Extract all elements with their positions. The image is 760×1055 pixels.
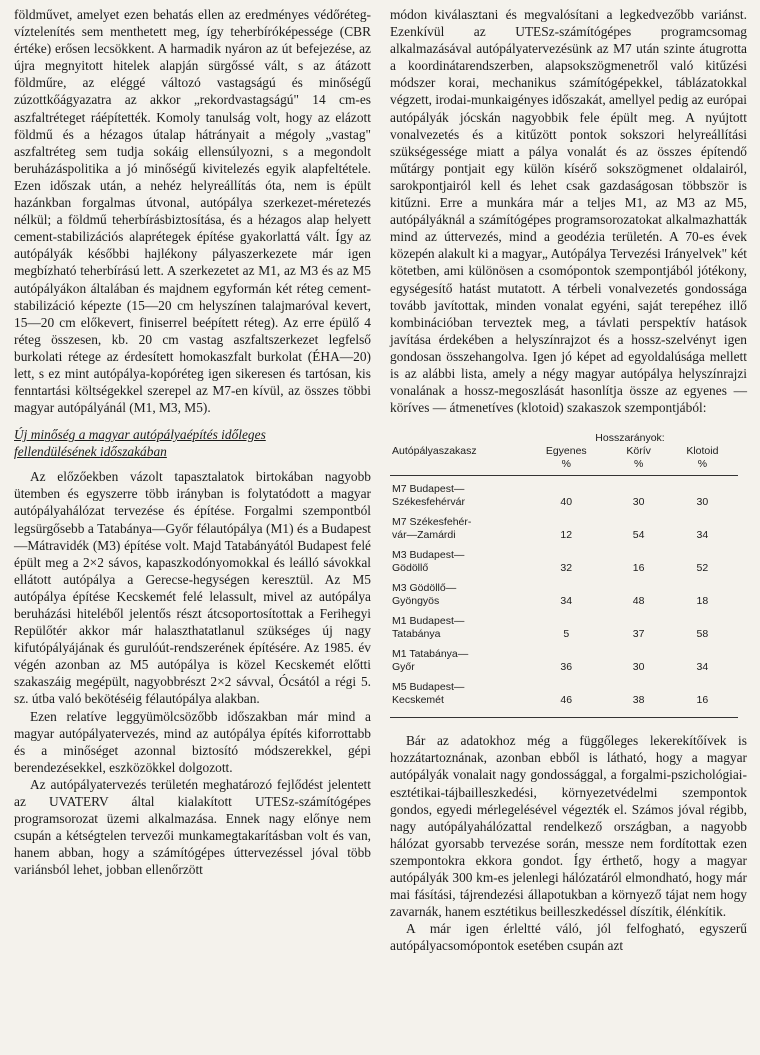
table-cell-name: M3 Budapest— Gödöllő xyxy=(392,549,465,575)
table-cell-egyenes: 32 xyxy=(560,562,573,575)
body-paragraph: Az autópályatervezés területén meghatározó fejlődést jelentett az UVATERV által kialakított UTESz-számítógépes programsorozat üzemi alkalmazása. Ennek nagy előnye nem csupán a kétségtelen tervezői munkamegtakarításban volt és van, hanem abban, hogy a számítógépes úttervezéssel jóval több variánsból lehet, jobban ellenőrzött xyxy=(14,776,371,878)
table-cell-koriv: 37 xyxy=(632,628,645,641)
table-row xyxy=(390,680,738,713)
table-cell-egyenes: 5 xyxy=(563,628,570,641)
table-cell-egyenes: 46 xyxy=(560,694,573,707)
body-paragraph: Ezen relatíve leggyümölcsözőbb időszakban már mind a magyar autópályatervezés, mind az autópálya építés kiforrottabb és a minőséget azonnal biztosító módszerekkel, gépi berendezésekkel, eszközökkel dolgozott. xyxy=(14,708,371,775)
table-cell-klotoid: 16 xyxy=(696,694,709,707)
table-row xyxy=(390,482,738,515)
table-cell-klotoid: 58 xyxy=(696,628,709,641)
ratio-table-wrapper xyxy=(390,432,747,718)
table-cell-koriv: 30 xyxy=(632,661,645,674)
section-heading-line-2: fellendülésének időszakában xyxy=(14,444,167,460)
table-header-name: Autópályaszakasz xyxy=(392,445,477,458)
body-paragraph: Az előzőekben vázolt tapasztalatok birtokában nagyobb ütemben és egyszerre több irányban is folytatódott a magyar autópályahálózat tervezése és építése. Forgalmi szempontból legsürgősebb a Tatabánya—Győr félautópálya (M1) és a Budapest—Mátravidék (M3) építése volt. Majd Tatabányától Budapest felé épült meg a 2×2 sávos, kapaszkodónyomokkal és leálló sávokkal ellátott autópálya a Gerecse-hegységen keresztül. Az M5 autópálya építése Kecskemét felé lelassult, mivel az autópálya beruházási hiteléből jelentős részt átcsoportosítottak a Ferihegyi Repülőtér akkor már halaszthatatlanul szükséges új nagy kifutópályájának és gurulóút-rendszerének építésére. Az 1985. év végén azonban az M5 autópálya is közel Kecskemét előtti szakaszáig megépült, nagyobbrészt 2×2 sávval, Ócsától a régi 5. sz. útba való bekötéséig félautópálya alakban. xyxy=(14,469,371,707)
table-cell-name: M1 Tatabánya— Győr xyxy=(392,648,469,674)
table-unit: % xyxy=(561,458,571,471)
table-cell-name: M3 Gödöllő— Gyöngyös xyxy=(392,582,457,608)
table-cell-egyenes: 40 xyxy=(560,496,573,509)
table-cell-egyenes: 12 xyxy=(560,529,573,542)
table-cell-klotoid: 34 xyxy=(696,661,709,674)
table-row xyxy=(390,614,738,647)
table-cell-klotoid: 52 xyxy=(696,562,709,575)
body-paragraph: A már igen érleltté váló, jól felfogható, egyszerű autópályacsomópontok esetében csupán azt xyxy=(390,921,747,954)
table-row xyxy=(390,647,738,680)
table-cell-name: M5 Budapest— Kecskemét xyxy=(392,681,465,707)
right-column xyxy=(390,6,747,954)
table-unit: % xyxy=(633,458,644,471)
table-row xyxy=(390,515,738,548)
table-header-koriv: Körív xyxy=(626,445,651,458)
table-group-header: Hosszarányok: xyxy=(595,432,665,445)
table-cell-koriv: 48 xyxy=(632,595,645,608)
table-cell-name: M7 Székesfehér- vár—Zamárdi xyxy=(392,516,472,542)
table-cell-koriv: 16 xyxy=(632,562,645,575)
table-header-klotoid: Klotoid xyxy=(686,445,719,458)
table-header-egyenes: Egyenes xyxy=(545,445,587,458)
table-cell-koriv: 38 xyxy=(632,694,645,707)
table-row xyxy=(390,581,738,614)
table-row xyxy=(390,548,738,581)
table-cell-name: M7 Budapest— Székesfehérvár xyxy=(392,483,465,509)
left-column xyxy=(14,6,371,879)
body-paragraph: földművet, amelyet ezen behatás ellen az eredményes védőréteg-víztelenítés sem menthetett meg, így teherbíróképessége (CBR értéke) erősen lecsökkent. A harmadik nyáron az út befejezése, az újra megnyitott hitelek alapján sürgőssé vált, s az átázott földműre, az eléggé változó vastagságú és minőségű zúzottkőágyazatra az akkor „rekordvastagságú" 14 cm-es aszfaltréteget ráépítették. Komoly tanulság volt, hogy az elázott földmű és a hézagos útalap hátrányait a mégoly „vastag" aszfaltréteg sem tudja sokáig ellensúlyozni, s a megondolt beruházáspolitika a jó minőségű kivitelezés egyik alapfeltétele. Ezen időszak után, a nehéz helyreállítás óta, nem is épült hazánkban forgalmas útvonal, autópálya szerkezet-méretezés nélkül; a földmű teherbírásbiztosítása, és a hézagos alap helyett cement-stabilizációs alaprétegek építése gyakorlattá vált. Így az autópályák későbbi hajlékony pályaszerkezete már igen megbízható teherbírású lett. A szerkezetet az M1, az M3 és az M5 autópályákon általában és majdnem egyformán két réteg cement-stabilizáció képezte (15—20 cm helyszínen talajmaróval kevert, 15—20 cm előkevert, finiserrel beépített réteg). Az erre épülő 4 réteg összesen, kb. 20 cm vastag aszfaltszerkezet legfelső burkolati rétege az érdesített homokaszfalt burkolat (ÉHA—20) lett, s ez mint autópálya-kopóréteg igen sikeresen és tartósan, kis fenntartási költségekkel szerepel az M7-en kívül, az összes többi magyar autópályánál (M1, M3, M5). xyxy=(14,7,371,416)
table-cell-klotoid: 18 xyxy=(696,595,709,608)
section-heading xyxy=(14,426,371,460)
table-unit: % xyxy=(697,458,708,471)
table-cell-klotoid: 30 xyxy=(696,496,709,509)
table-cell-koriv: 30 xyxy=(632,496,645,509)
table-cell-koriv: 54 xyxy=(632,529,645,542)
ratio-table xyxy=(390,432,738,718)
table-cell-egyenes: 34 xyxy=(560,595,573,608)
table-cell-klotoid: 34 xyxy=(696,529,709,542)
table-cell-name: M1 Budapest— Tatabánya xyxy=(392,615,465,641)
table-cell-egyenes: 36 xyxy=(560,661,573,674)
section-heading-line-1: Új minőség a magyar autópályaépítés időleges xyxy=(14,427,266,443)
body-paragraph: Bár az adatokhoz még a függőleges lekerekítőívek is hozzátartoznának, azonban ebből is látható, hogy a magyar autópályák vonalait nagy gondossággal, a forgalmi-pszichológiai-esztétikai-tájbailleszkedési, környezetvédelmi szempontok gondos, egyedi mérlegelésével végezték el. Számos jóval régibb, nagy autópályahálózattal rendelkező országban, a nagyobb hálózat gyorsabb tervezése során, messze nem fordítottak ezen szempontokra ekkora gondot. Így érthető, hogy a magyar autópályák 300 km-es jelenlegi hálózatáról elmondható, hogy már mai fásítási, tájrendezési állapotukban a környező tájat nem hogy zavarnák, hanem esztétikus beilleszkedéssel díszítik, élénkítik. xyxy=(390,733,747,920)
body-paragraph: módon kiválasztani és megvalósítani a legkedvezőbb variánst. Ezenkívül az UTESz-számítógépes programcsomag alkalmazásával autópályatervezésünk az M7 után szinte átugrotta a koordinátarendszerben, alapsokszögmenetről való kitűzési módszer korai, mechanikus számítógépekkel, táblázatokkal végzett, irodai-munkaigényes időszakát, amellyel pedig az európai autópályák jócskán nagyobbik fele épült meg. A nyújtott vonalvezetés és a kitűzött pontok sokszori helyreállítási szükségessége miatt a pálya vonalát és az összes építendő műtárgy pontjait egy külön kísérő sokszögmenet oldalairól, sarokpontjairól kell és lehet csak gazdaságosan többször is kitűzni. Erre a munkára már a teljes M1, az M3 az M5, autópályáknál a számítógépes programsorozatokat alkalmazhatták mind az úttervezés, mind a geodézia területén. A 70-es évek közepén alakult ki a magyar„ Autópálya Tervezési Irányelvek" két kötetben, ami különösen a csomópontok szempontjából jótékony, egységesítő hatást mutatott. A térbeli vonalvezetés gondossága tovább javítottak, minden vonalat egyéni, saját terepéhez illő kombinációban terveztek meg, a távlati perspektív hatások javítása érdekében a helyszínrajzot és a hossz-szelvényt igen gondosan összehangolva. Igen jó képet ad egyoldalúsága mellett is az alábbi lista, amely a négy magyar autópálya helyszínrajzi vonalának a hossz-megoszlását hasonlítja össze az egyenes — köríves — átmenetíves (klotoid) szakaszok szempontjából: xyxy=(390,7,747,416)
